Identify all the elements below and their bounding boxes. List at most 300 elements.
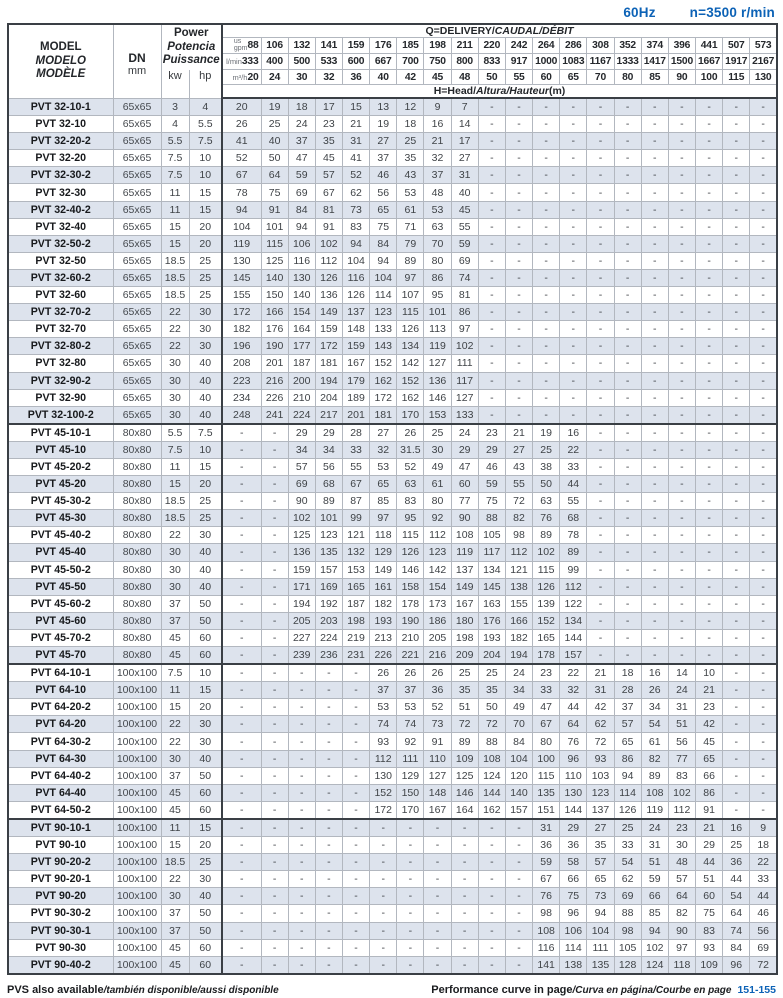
head-value-cell: - bbox=[587, 406, 614, 424]
head-value-cell: 74 bbox=[723, 922, 750, 939]
hp-cell: 60 bbox=[189, 647, 222, 665]
head-value-cell: 110 bbox=[424, 750, 451, 767]
head-value-cell: - bbox=[478, 167, 505, 184]
head-value-cell: - bbox=[533, 269, 560, 286]
head-value-cell: - bbox=[222, 956, 261, 974]
head-value-cell: - bbox=[641, 544, 668, 561]
table-row bbox=[8, 458, 777, 475]
head-value-cell: - bbox=[397, 854, 424, 871]
head-value-cell: - bbox=[222, 476, 261, 493]
head-value-cell: - bbox=[696, 406, 723, 424]
kw-cell: 30 bbox=[161, 389, 189, 406]
head-value-cell: 10 bbox=[696, 664, 723, 682]
head-value-cell: 102 bbox=[451, 338, 478, 355]
head-value-cell: 176 bbox=[478, 612, 505, 629]
flow-m3h-cell: 65 bbox=[560, 70, 587, 85]
head-value-cell: 94 bbox=[342, 235, 369, 252]
head-value-cell: - bbox=[696, 287, 723, 304]
model-cell: PVT 90-30-1 bbox=[8, 922, 113, 939]
kw-cell: 11 bbox=[161, 201, 189, 218]
head-value-cell: 65 bbox=[370, 476, 397, 493]
head-value-cell: 25 bbox=[424, 424, 451, 442]
head-value-cell: - bbox=[641, 116, 668, 133]
head-value-cell: - bbox=[505, 252, 532, 269]
head-value-cell: - bbox=[587, 647, 614, 665]
head-value-cell: 55 bbox=[505, 476, 532, 493]
head-value-cell: - bbox=[723, 150, 750, 167]
flow-m3h-cell: 130 bbox=[750, 70, 777, 85]
head-value-cell: 80 bbox=[424, 252, 451, 269]
head-value-cell: 18 bbox=[288, 98, 315, 116]
head-value-cell: - bbox=[261, 629, 288, 646]
head-value-cell: 18 bbox=[397, 116, 424, 133]
q-delivery-header bbox=[222, 24, 777, 38]
model-cell: PVT 64-20 bbox=[8, 716, 113, 733]
hp-cell: 15 bbox=[189, 184, 222, 201]
head-value-cell: - bbox=[723, 527, 750, 544]
pvs-note-en: PVS also available bbox=[7, 983, 104, 996]
flow-m3h-cell: 40 bbox=[370, 70, 397, 85]
head-value-cell: 63 bbox=[424, 218, 451, 235]
head-value-cell: 193 bbox=[478, 629, 505, 646]
head-value-cell: 38 bbox=[533, 458, 560, 475]
head-value-cell: - bbox=[478, 939, 505, 956]
head-value-cell: - bbox=[222, 527, 261, 544]
flow-m3h-cell: 45 bbox=[424, 70, 451, 85]
power-header-cell bbox=[161, 24, 222, 70]
head-value-cell: - bbox=[342, 801, 369, 819]
head-value-cell: - bbox=[641, 389, 668, 406]
head-value-cell: 153 bbox=[342, 561, 369, 578]
dn-cell: 100x100 bbox=[113, 664, 161, 682]
head-value-cell: - bbox=[696, 201, 723, 218]
head-value-cell: - bbox=[614, 561, 641, 578]
head-value-cell: 104 bbox=[342, 252, 369, 269]
model-cell: PVT 32-40 bbox=[8, 218, 113, 235]
head-value-cell: 227 bbox=[288, 629, 315, 646]
head-value-cell: - bbox=[370, 854, 397, 871]
hp-cell: 7.5 bbox=[189, 424, 222, 442]
head-value-cell: - bbox=[750, 372, 777, 389]
head-value-cell: - bbox=[222, 837, 261, 854]
dn-cell: 100x100 bbox=[113, 733, 161, 750]
head-value-cell: 192 bbox=[315, 595, 342, 612]
head-value-cell: 51 bbox=[641, 854, 668, 871]
head-value-cell: - bbox=[505, 116, 532, 133]
head-value-cell: - bbox=[723, 595, 750, 612]
head-value-cell: - bbox=[478, 355, 505, 372]
head-value-cell: 129 bbox=[397, 767, 424, 784]
flow-lmin-cell: 1333 bbox=[614, 54, 641, 70]
head-value-cell: 198 bbox=[342, 612, 369, 629]
head-value-cell: 159 bbox=[315, 321, 342, 338]
head-value-cell: 26 bbox=[222, 116, 261, 133]
head-value-cell: - bbox=[505, 98, 532, 116]
head-value-cell: 66 bbox=[560, 871, 587, 888]
flow-m3h-cell: 70 bbox=[587, 70, 614, 85]
head-value-cell: 123 bbox=[424, 544, 451, 561]
model-cell: PVT 45-50 bbox=[8, 578, 113, 595]
head-value-cell: 84 bbox=[288, 201, 315, 218]
head-value-cell: 23 bbox=[478, 424, 505, 442]
kw-cell: 30 bbox=[161, 406, 189, 424]
head-value-cell: - bbox=[288, 905, 315, 922]
table-row bbox=[8, 595, 777, 612]
head-value-cell: - bbox=[288, 664, 315, 682]
hp-cell: 40 bbox=[189, 389, 222, 406]
model-cell: PVT 90-10 bbox=[8, 837, 113, 854]
model-cell: PVT 45-30-2 bbox=[8, 493, 113, 510]
head-value-cell: 30 bbox=[668, 837, 695, 854]
frequency-label: 60Hz bbox=[623, 5, 656, 20]
head-value-cell: - bbox=[478, 184, 505, 201]
head-value-cell: - bbox=[723, 269, 750, 286]
table-row bbox=[8, 304, 777, 321]
kw-cell: 45 bbox=[161, 784, 189, 801]
head-value-cell: - bbox=[505, 819, 532, 837]
head-value-cell: 69 bbox=[614, 888, 641, 905]
kw-cell: 45 bbox=[161, 629, 189, 646]
head-value-cell: 126 bbox=[533, 578, 560, 595]
head-value-cell: 89 bbox=[560, 544, 587, 561]
model-cell: PVT 32-70-2 bbox=[8, 304, 113, 321]
head-value-cell: - bbox=[342, 922, 369, 939]
head-value-cell: - bbox=[222, 733, 261, 750]
head-value-cell: - bbox=[750, 167, 777, 184]
table-row bbox=[8, 647, 777, 665]
head-value-cell: - bbox=[261, 956, 288, 974]
model-cell: PVT 45-60-2 bbox=[8, 595, 113, 612]
head-value-cell: 189 bbox=[342, 389, 369, 406]
head-value-cell: 129 bbox=[370, 544, 397, 561]
head-value-cell: 198 bbox=[451, 629, 478, 646]
head-value-cell: 91 bbox=[424, 733, 451, 750]
flow-m3h-cell: 42 bbox=[397, 70, 424, 85]
head-value-cell: - bbox=[261, 647, 288, 665]
head-value-cell: 182 bbox=[505, 629, 532, 646]
head-value-cell: 200 bbox=[288, 372, 315, 389]
head-value-cell: 241 bbox=[261, 406, 288, 424]
head-value-cell: 162 bbox=[478, 801, 505, 819]
head-value-cell: - bbox=[587, 201, 614, 218]
head-value-cell: - bbox=[288, 733, 315, 750]
head-value-cell: 63 bbox=[397, 476, 424, 493]
head-value-cell: - bbox=[750, 98, 777, 116]
head-value-cell: - bbox=[424, 871, 451, 888]
head-value-cell: - bbox=[750, 767, 777, 784]
head-value-cell: 67 bbox=[533, 716, 560, 733]
head-value-cell: - bbox=[424, 956, 451, 974]
head-value-cell: - bbox=[614, 235, 641, 252]
head-value-cell: 190 bbox=[397, 612, 424, 629]
head-value-cell: 73 bbox=[587, 888, 614, 905]
head-value-cell: - bbox=[723, 167, 750, 184]
head-value-cell: 112 bbox=[505, 544, 532, 561]
head-value-cell: 94 bbox=[614, 767, 641, 784]
head-value-cell: 65 bbox=[614, 733, 641, 750]
head-value-cell: - bbox=[587, 150, 614, 167]
head-value-cell: - bbox=[261, 905, 288, 922]
head-value-cell: 97 bbox=[451, 321, 478, 338]
hp-cell: 40 bbox=[189, 888, 222, 905]
head-value-cell: - bbox=[587, 595, 614, 612]
head-value-cell: 25 bbox=[451, 664, 478, 682]
kw-cell: 37 bbox=[161, 905, 189, 922]
model-cell: PVT 90-20 bbox=[8, 888, 113, 905]
hp-cell: 15 bbox=[189, 819, 222, 837]
head-value-cell: 115 bbox=[397, 304, 424, 321]
head-value-cell: - bbox=[750, 699, 777, 716]
flow-m3h-cell: 36 bbox=[342, 70, 369, 85]
head-value-cell: 102 bbox=[533, 544, 560, 561]
head-value-cell: 111 bbox=[587, 939, 614, 956]
kw-cell: 11 bbox=[161, 682, 189, 699]
head-value-cell: 114 bbox=[560, 939, 587, 956]
head-value-cell: - bbox=[750, 493, 777, 510]
head-value-cell: 150 bbox=[261, 287, 288, 304]
head-value-cell: 43 bbox=[505, 458, 532, 475]
head-value-cell: 53 bbox=[370, 699, 397, 716]
head-value-cell: 108 bbox=[641, 784, 668, 801]
table-row bbox=[8, 287, 777, 304]
head-value-cell: - bbox=[696, 150, 723, 167]
head-value-cell: - bbox=[587, 458, 614, 475]
head-value-cell: 88 bbox=[478, 733, 505, 750]
head-value-cell: 19 bbox=[533, 424, 560, 442]
pvs-note bbox=[7, 980, 279, 998]
head-value-cell: 53 bbox=[397, 699, 424, 716]
head-value-cell: 182 bbox=[370, 595, 397, 612]
head-value-cell: 18 bbox=[614, 664, 641, 682]
head-value-cell: - bbox=[587, 441, 614, 458]
model-cell: PVT 32-20 bbox=[8, 150, 113, 167]
model-cell: PVT 45-50-2 bbox=[8, 561, 113, 578]
head-value-cell: 210 bbox=[397, 629, 424, 646]
head-value-cell: - bbox=[261, 801, 288, 819]
table-row bbox=[8, 578, 777, 595]
head-value-cell: - bbox=[222, 801, 261, 819]
head-value-cell: 126 bbox=[397, 321, 424, 338]
head-value-cell: - bbox=[505, 184, 532, 201]
flow-gpm-cell: 185 bbox=[397, 38, 424, 54]
table-row bbox=[8, 476, 777, 493]
unit-label-lmin: l/min bbox=[226, 57, 242, 66]
head-value-cell: 155 bbox=[222, 287, 261, 304]
head-value-cell: - bbox=[342, 956, 369, 974]
head-value-cell: - bbox=[478, 871, 505, 888]
kw-cell: 11 bbox=[161, 184, 189, 201]
head-value-cell: 157 bbox=[560, 647, 587, 665]
flow-lmin-cell: 667 bbox=[370, 54, 397, 70]
head-value-cell: 95 bbox=[424, 287, 451, 304]
head-value-cell: - bbox=[451, 939, 478, 956]
head-value-cell: - bbox=[668, 235, 695, 252]
head-value-cell: 96 bbox=[723, 956, 750, 974]
head-value-cell: - bbox=[261, 699, 288, 716]
model-cell: PVT 45-60 bbox=[8, 612, 113, 629]
hp-cell: 40 bbox=[189, 561, 222, 578]
head-value-cell: 17 bbox=[451, 133, 478, 150]
head-value-cell: 167 bbox=[424, 801, 451, 819]
kw-cell: 5.5 bbox=[161, 133, 189, 150]
head-value-cell: 194 bbox=[505, 647, 532, 665]
head-value-cell: 119 bbox=[222, 235, 261, 252]
page-range-link[interactable]: 151-155 bbox=[737, 983, 776, 996]
head-value-cell: 24 bbox=[668, 682, 695, 699]
head-value-cell: - bbox=[723, 355, 750, 372]
head-value-cell: 68 bbox=[315, 476, 342, 493]
head-value-cell: - bbox=[261, 837, 288, 854]
head-value-cell: 98 bbox=[505, 527, 532, 544]
head-value-cell: 108 bbox=[533, 922, 560, 939]
kw-cell: 30 bbox=[161, 578, 189, 595]
head-value-cell: - bbox=[641, 578, 668, 595]
head-value-cell: - bbox=[342, 699, 369, 716]
head-value-cell: 127 bbox=[424, 767, 451, 784]
head-value-cell: 101 bbox=[315, 510, 342, 527]
dn-cell: 65x65 bbox=[113, 287, 161, 304]
head-value-cell: - bbox=[723, 716, 750, 733]
head-value-cell: - bbox=[750, 784, 777, 801]
head-value-cell: 82 bbox=[505, 510, 532, 527]
head-value-cell: 90 bbox=[451, 510, 478, 527]
head-value-cell: 63 bbox=[533, 493, 560, 510]
head-value-cell: 26 bbox=[424, 664, 451, 682]
head-value-cell: - bbox=[397, 888, 424, 905]
head-value-cell: 14 bbox=[668, 664, 695, 682]
model-cell: PVT 64-40-2 bbox=[8, 767, 113, 784]
head-value-cell: - bbox=[315, 837, 342, 854]
head-value-cell: 40 bbox=[451, 184, 478, 201]
head-value-cell: - bbox=[560, 184, 587, 201]
hp-cell: 4 bbox=[189, 98, 222, 116]
head-value-cell: - bbox=[342, 854, 369, 871]
flow-lmin-cell: 400 bbox=[261, 54, 288, 70]
hp-cell: 40 bbox=[189, 750, 222, 767]
head-value-cell: - bbox=[288, 767, 315, 784]
head-value-cell: - bbox=[587, 218, 614, 235]
head-value-cell: 31 bbox=[668, 699, 695, 716]
head-value-cell: - bbox=[342, 716, 369, 733]
head-value-cell: - bbox=[614, 510, 641, 527]
head-value-cell: 46 bbox=[750, 905, 777, 922]
head-value-cell: 33 bbox=[533, 682, 560, 699]
head-value-cell: 26 bbox=[641, 682, 668, 699]
head-value-cell: 25 bbox=[614, 819, 641, 837]
head-value-cell: - bbox=[222, 784, 261, 801]
head-value-cell: 115 bbox=[533, 561, 560, 578]
flow-gpm-cell: 220 bbox=[478, 38, 505, 54]
head-value-cell: 216 bbox=[424, 647, 451, 665]
h-title-unit: (m) bbox=[548, 85, 566, 97]
head-value-cell: - bbox=[614, 493, 641, 510]
table-row bbox=[8, 338, 777, 355]
head-value-cell: 49 bbox=[424, 458, 451, 475]
head-value-cell: - bbox=[505, 201, 532, 218]
head-value-cell: - bbox=[288, 819, 315, 837]
head-value-cell: 26 bbox=[397, 424, 424, 442]
head-value-cell: 32 bbox=[370, 441, 397, 458]
head-value-cell: - bbox=[696, 612, 723, 629]
head-value-cell: - bbox=[478, 321, 505, 338]
head-value-cell: 158 bbox=[397, 578, 424, 595]
head-value-cell: 21 bbox=[696, 682, 723, 699]
head-value-cell: 37 bbox=[424, 167, 451, 184]
model-cell: PVT 32-30-2 bbox=[8, 167, 113, 184]
head-value-cell: - bbox=[342, 837, 369, 854]
dn-cell: 100x100 bbox=[113, 854, 161, 871]
head-value-cell: 112 bbox=[315, 252, 342, 269]
head-value-cell: - bbox=[533, 98, 560, 116]
head-value-cell: - bbox=[505, 338, 532, 355]
head-value-cell: 145 bbox=[222, 269, 261, 286]
head-value-cell: 27 bbox=[451, 150, 478, 167]
head-value-cell: - bbox=[505, 888, 532, 905]
head-value-cell: - bbox=[641, 184, 668, 201]
head-value-cell: 166 bbox=[261, 304, 288, 321]
head-value-cell: - bbox=[723, 699, 750, 716]
dn-cell: 65x65 bbox=[113, 355, 161, 372]
table-row bbox=[8, 235, 777, 252]
hp-cell: 20 bbox=[189, 476, 222, 493]
head-value-cell: - bbox=[261, 578, 288, 595]
table-row bbox=[8, 441, 777, 458]
dn-cell: 80x80 bbox=[113, 441, 161, 458]
flow-lmin-cell: 1417 bbox=[641, 54, 668, 70]
table-row bbox=[8, 733, 777, 750]
flow-gpm-cell: 286 bbox=[560, 38, 587, 54]
head-value-cell: 86 bbox=[424, 269, 451, 286]
head-value-cell: 37 bbox=[370, 150, 397, 167]
head-value-cell: - bbox=[288, 939, 315, 956]
head-value-cell: 137 bbox=[342, 304, 369, 321]
head-value-cell: - bbox=[668, 184, 695, 201]
head-value-cell: - bbox=[750, 750, 777, 767]
hp-header-cell: hp bbox=[189, 70, 222, 99]
head-value-cell: 31 bbox=[587, 682, 614, 699]
dn-cell: 100x100 bbox=[113, 956, 161, 974]
head-value-cell: 48 bbox=[668, 854, 695, 871]
table-row bbox=[8, 133, 777, 150]
head-value-cell: - bbox=[560, 116, 587, 133]
flow-gpm-cell bbox=[222, 38, 261, 54]
head-value-cell: - bbox=[478, 372, 505, 389]
head-value-cell: - bbox=[315, 699, 342, 716]
hp-cell: 50 bbox=[189, 612, 222, 629]
unit-label-m3h: m³/h bbox=[232, 72, 248, 82]
head-value-cell: - bbox=[614, 355, 641, 372]
head-value-cell: 152 bbox=[397, 372, 424, 389]
head-value-cell: - bbox=[451, 854, 478, 871]
dn-cell: 65x65 bbox=[113, 235, 161, 252]
head-value-cell: 223 bbox=[222, 372, 261, 389]
head-value-cell: 154 bbox=[288, 304, 315, 321]
head-value-cell: - bbox=[750, 612, 777, 629]
head-value-cell: 140 bbox=[261, 269, 288, 286]
head-value-cell: - bbox=[533, 116, 560, 133]
hp-cell: 50 bbox=[189, 922, 222, 939]
head-value-cell: - bbox=[288, 784, 315, 801]
head-value-cell: - bbox=[533, 389, 560, 406]
head-value-cell: 216 bbox=[261, 372, 288, 389]
head-value-cell: - bbox=[397, 837, 424, 854]
hp-cell: 25 bbox=[189, 510, 222, 527]
hp-cell: 60 bbox=[189, 939, 222, 956]
model-cell: PVT 32-90 bbox=[8, 389, 113, 406]
head-value-cell: - bbox=[478, 854, 505, 871]
head-value-cell: - bbox=[222, 699, 261, 716]
dn-cell: 100x100 bbox=[113, 767, 161, 784]
